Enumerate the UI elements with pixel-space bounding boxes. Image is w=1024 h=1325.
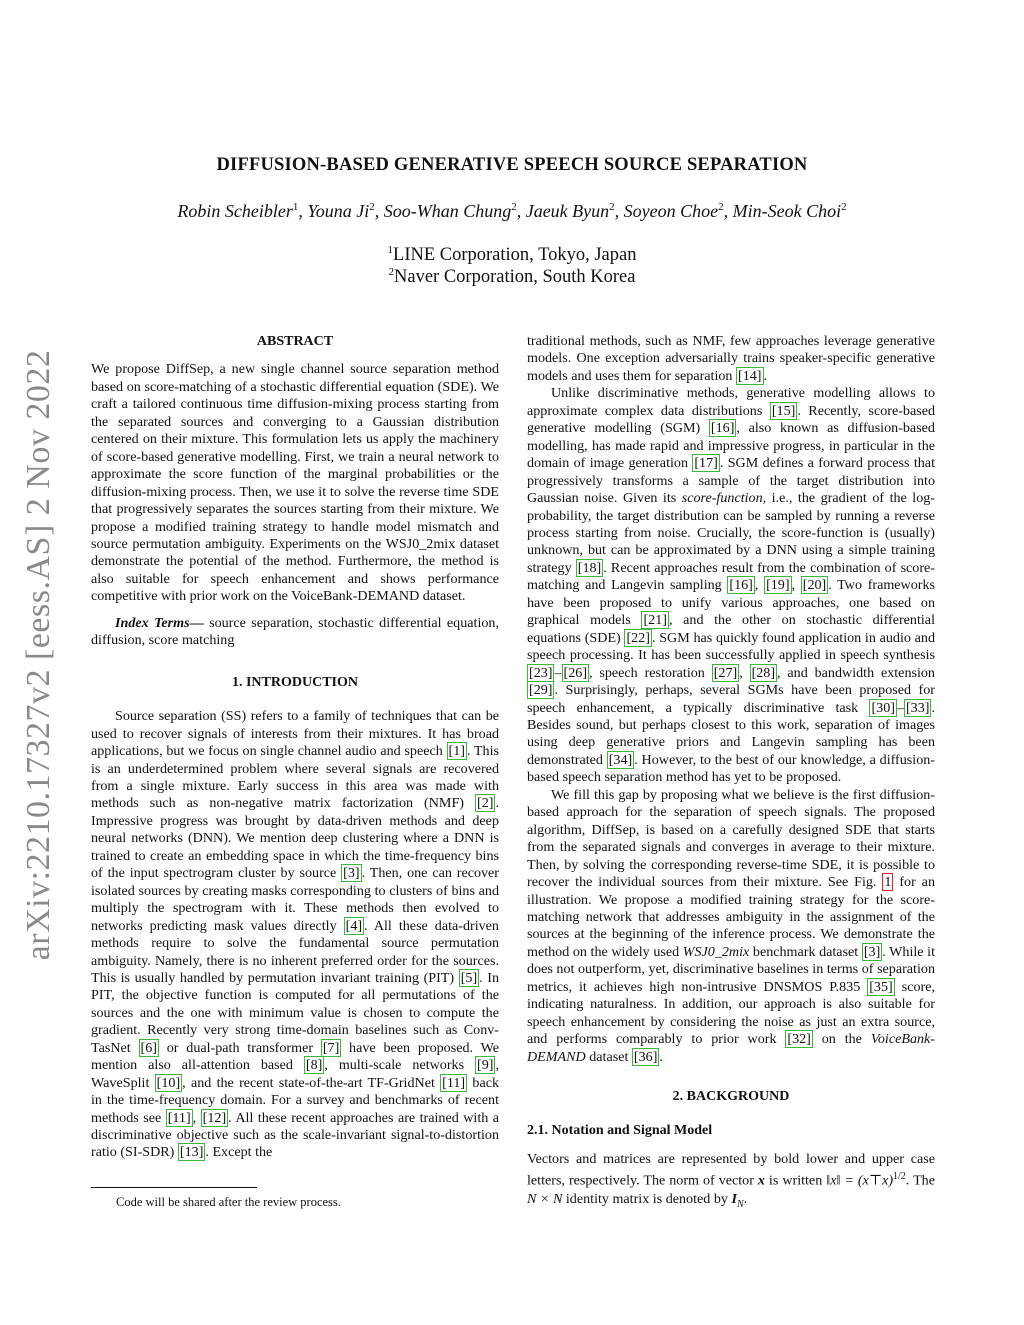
author-list: Robin Scheibler$^1$, Youna Ji$^2$, Soo-Whan Chung$^2$, Jaeuk Byun$^2$, Soyeon Choe$^2$, Min-Seok Choi$^2$ — [177, 201, 847, 221]
affiliation-1: $^1$LINE Corporation, Tokyo, Japan — [387, 244, 637, 266]
figure-link[interactable]: 1 — [884, 874, 892, 891]
citation-link[interactable]: [4] — [345, 917, 363, 934]
subsection-heading: 2.1. Notation and Signal Model — [527, 1123, 713, 1139]
citation-link[interactable]: [10] — [156, 1074, 181, 1091]
citation-link[interactable]: [7] — [322, 1039, 340, 1056]
citation-link[interactable]: [22] — [626, 629, 650, 646]
citation-link[interactable]: [16] — [729, 577, 753, 594]
paper-title: DIFFUSION-BASED GENERATIVE SPEECH SOURCE SEPARATION — [216, 155, 808, 175]
abstract-heading: ABSTRACT — [256, 334, 334, 349]
citation-link[interactable]: [21] — [643, 612, 667, 629]
citation-link[interactable]: [8] — [305, 1057, 323, 1074]
citation-link[interactable]: [3] — [863, 943, 881, 960]
author-name: Robin Scheibler — [177, 201, 293, 221]
citation-link[interactable]: [14] — [738, 367, 762, 384]
citation-link[interactable]: [11] — [442, 1074, 466, 1091]
author-name: Youna Ji — [307, 201, 370, 221]
paragraph: Unlike discriminative methods, generative modelling allows to approximate complex data distributions [15] . Recently, score-based generative modelling (SGM) [16] , also known as diffusion-based modelling, has made rapid and impressive progress, in particular in the domain of image generation [17] . SGM defines a forward process that progressively transforms a sample of the target distribution into Gaussian noise. Given its score-function, i.e., the gradient of the log-probability, the target distribution can be sampled by running a reverse process starting from noise. Crucially, the score-function is (usually) unknown, but can be approximated by a DNN using a simple training strategy [18] . Recent approaches result from the combination of score-matching and Langevin sampling [16] , [19] , [20] . Two frameworks have been proposed to unify various approaches, one based on graphical models [21] , and the other on stochastic differential equations (SDE) [22] . SGM has quickly found application in audio and speech processing. It has been successfully applied in speech synthesis [23] – [26] , speech restoration [27] , [28] , and bandwidth extension [29] . Surprisingly, perhaps, several SGMs have been proposed for speech enhancement, a typically discriminative task [30] – [33] . Besides sound, but perhaps closest to this work, separation of images using deep generative priors and Langevin sampling has been demonstrated [34] . However, to the best of our knowledge, a diffusion-based speech separation method has yet to be proposed. — [527, 385, 936, 786]
footnote: Code will be shared after the review process. — [116, 1195, 341, 1209]
right-column — [527, 333, 935, 1213]
citation-link[interactable]: [16] — [710, 420, 735, 437]
citation-link[interactable]: [2] — [477, 795, 494, 812]
citation-link[interactable]: [12] — [202, 1109, 227, 1126]
citation-link[interactable]: [27] — [713, 664, 738, 681]
citation-link[interactable]: [11] — [167, 1109, 191, 1126]
citation-link[interactable]: [33] — [905, 699, 930, 716]
arxiv-sidebar — [4, 345, 74, 965]
citation-link[interactable]: [23] — [529, 664, 553, 681]
citation-link[interactable]: [32] — [787, 1031, 811, 1048]
citation-link[interactable]: [26] — [563, 664, 588, 681]
abstract-text: We propose DiffSep, a new single channel source separation method based on score-matching of a stochastic differential equation (SDE). We craft a tailored continuous time diffusion-mixing process starting from the separated sources and converging to a Gaussian distribution centered on their mixture. This formulation lets us apply the machinery of score-based generative modelling. First, we train a neural network to approximate the score function of the marginal probabilities or the diffusion-mixing process. Then, we use it to solve the reverse time SDE that progressively separates the sources starting from their mixture. We propose a modified training strategy to handle model mismatch and source permutation ambiguity. Experiments on the WSJ0_2mix dataset demonstrate the potential of the method. Furthermore, the method is also suitable for speech enhancement and shows performance competitive with prior work on the VoiceBank-DEMAND dataset. — [91, 361, 499, 605]
affiliation-2: $^2$Naver Corporation, South Korea — [388, 266, 636, 288]
citation-link[interactable]: [18] — [577, 559, 602, 576]
arxiv-identifier[interactable]: arXiv:2210.17327v2 [eess.AS] 2 Nov 2022 — [20, 349, 57, 961]
citation-link[interactable]: [30] — [871, 699, 895, 716]
citation-link[interactable]: [19] — [766, 577, 790, 594]
author-name: Jaeuk Byun — [525, 201, 610, 221]
citation-link[interactable]: [9] — [477, 1057, 494, 1074]
citation-link[interactable]: [34] — [608, 751, 633, 768]
intro-paragraph: Source separation (SS) refers to a family of techniques that can be used to recover signals of interests from their mixtures. It has broad applications, but we focus on single channel audio and speech [1] . This is an underdetermined problem where several signals are recovered from a single mixture. Early success in this area was made with methods such as non-negative matrix factorization (NMF) [2] . Impressive progress was brought by data-driven methods and deep neural networks (DNN). We mention deep clustering where a DNN is trained to create an embedding space in which the time-frequency bins of the input spectrogram cluster by source [3] . Then, one can recover isolated sources by creating masks corresponding to clusters of bins and multiply the spectrogram with it. These methods then evolved to networks predicting mask values directly [4] . All these data-driven methods require to solve the fundamental source permutation ambiguity. Namely, there is no inherent preferred order for the sources. This is usually handled by permutation invariant training (PIT) [5] . In PIT, the objective function is computed for all permutations of the sources and the one with minimum value is chosen to compute the gradient. Recently very strong time-domain baselines such as Conv-TasNet [6] or dual-path transformer [7] have been proposed. We mention also all-attention based [8] , multi-scale networks [9] , WaveSplit [10] , and the recent state-of-the-art TF-GridNet [11] back in the time-frequency domain. For a survey and benchmarks of recent methods see [11] , [12] . All these recent approaches are trained with a discriminative objective such as the scale-invariant signal-to-distortion ratio (SI-SDR) [13] . Except the — [91, 708, 500, 1161]
citation-link[interactable]: [5] — [460, 969, 478, 986]
intro-heading: 1. INTRODUCTION — [231, 674, 358, 690]
citation-link[interactable]: [17] — [694, 455, 718, 472]
citation-link[interactable]: [28] — [751, 664, 776, 681]
citation-link[interactable]: [20] — [802, 577, 827, 594]
citation-link[interactable]: [36] — [633, 1048, 658, 1065]
citation-link[interactable]: [29] — [529, 682, 553, 699]
author-name: Soo-Whan Chung — [383, 201, 512, 221]
citation-link[interactable]: [13] — [179, 1144, 204, 1161]
index-terms: Index Terms— source separation, stochastic differential equation, diffusion, score matching — [91, 614, 499, 649]
paragraph: Vectors and matrices are represented by bold lower and upper case letters, respectively. The norm of vector x is written ‖x‖ = (x⊤x)$^{1/2}$. The N × N identity matrix is denoted by $I_N$. — [527, 1150, 935, 1210]
citation-link[interactable]: [3] — [343, 865, 360, 882]
citation-link[interactable]: [6] — [140, 1039, 157, 1056]
author-name: Soyeon Choe — [623, 201, 719, 221]
background-heading: 2. BACKGROUND — [672, 1089, 790, 1105]
citation-link[interactable]: [15] — [771, 402, 796, 419]
paragraph: traditional methods, such as NMF, few approaches leverage generative models. One exception adversarially trains speaker-specific generative models and uses them for separation [14] . — [527, 333, 935, 384]
footnote-rule — [91, 1187, 257, 1188]
paragraph: We fill this gap by proposing what we believe is the first diffusion-based approach for the separation of speech signals. The proposed algorithm, DiffSep, is based on a carefully designed SDE that starts from the separated signals and converges in average to their mixture. Then, by solving the corresponding reverse-time SDE, it is possible to recover the individual sources from their mixture. See Fig. 1 for an illustration. We propose a modified training strategy for the score-matching network that addresses ambiguity in the assignment of the sources at the beginning of the inference process. We demonstrate the method on the widely used WSJ0_2mix benchmark dataset [3] . While it does not outperform, yet, discriminative baselines in terms of separation metrics, it achieves high non-intrusive DNSMOS P.835 [35] score, indicating naturalness. In addition, our approach is also suitable for speech enhancement by considering the noise as just an extra source, and performs comparably to prior work [32] on the VoiceBank-DEMAND dataset [36] . — [527, 786, 935, 1065]
author-name: Min-Seok Choi — [732, 201, 842, 221]
citation-link[interactable]: [1] — [448, 743, 465, 760]
left-column — [91, 333, 499, 1162]
citation-link[interactable]: [35] — [869, 978, 893, 995]
